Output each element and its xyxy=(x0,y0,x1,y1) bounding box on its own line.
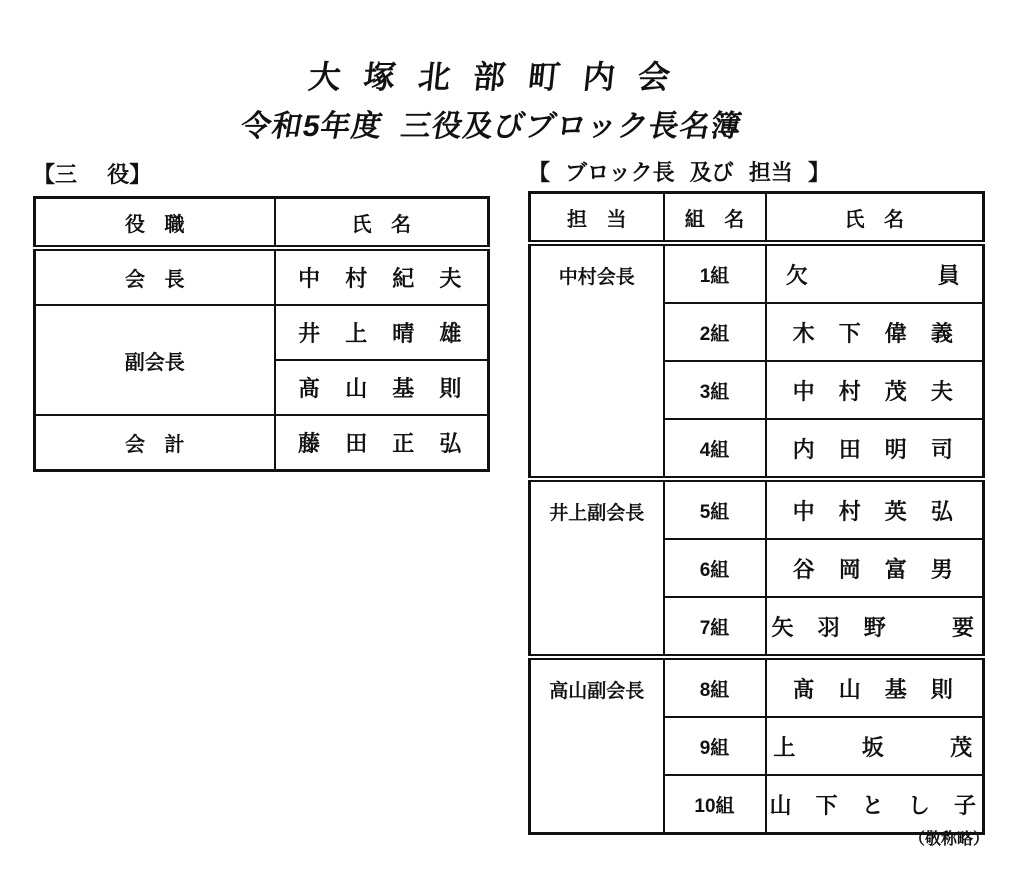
name-cell: 矢 羽 野 要 xyxy=(766,597,984,657)
column-header-name: 氏 名 xyxy=(275,198,489,249)
kumi-cell: 3組 xyxy=(664,361,766,419)
blocks-header-row xyxy=(530,193,984,244)
tantou-cell: 高山副会長 xyxy=(530,657,664,834)
kumi-cell: 9組 xyxy=(664,717,766,775)
page-subtitle: 令和5年度 三役及びブロック長名簿 xyxy=(238,110,745,143)
name-cell: 髙 山 基 則 xyxy=(766,657,984,717)
column-header-kumi: 組 名 xyxy=(664,193,766,244)
sanyaku-header-row xyxy=(35,198,489,249)
name-cell: 山 下 と し 子 xyxy=(766,775,984,834)
table-row xyxy=(530,479,984,539)
kumi-cell: 1組 xyxy=(664,243,766,303)
name-cell: 欠 員 xyxy=(766,243,984,303)
kumi-cell: 8組 xyxy=(664,657,766,717)
kumi-cell: 6組 xyxy=(664,539,766,597)
table-row xyxy=(35,415,489,471)
kumi-cell: 5組 xyxy=(664,479,766,539)
column-header-position: 役 職 xyxy=(35,198,275,249)
name-cell: 藤 田 正 弘 xyxy=(275,415,489,471)
name-cell: 髙 山 基 則 xyxy=(275,360,489,415)
position-cell: 副会長 xyxy=(35,305,275,415)
position-cell: 会 長 xyxy=(35,248,275,305)
table-row xyxy=(35,305,489,360)
sanyaku-table xyxy=(33,196,490,472)
name-cell: 谷 岡 富 男 xyxy=(766,539,984,597)
honorifics-omitted-note: （敬称略） xyxy=(908,831,989,848)
table-row xyxy=(530,243,984,303)
tantou-cell: 中村会長 xyxy=(530,243,664,479)
name-cell: 中 村 紀 夫 xyxy=(275,248,489,305)
name-cell: 木 下 偉 義 xyxy=(766,303,984,361)
kumi-cell: 7組 xyxy=(664,597,766,657)
name-cell: 井 上 晴 雄 xyxy=(275,305,489,360)
kumi-cell: 10組 xyxy=(664,775,766,834)
name-cell: 中 村 英 弘 xyxy=(766,479,984,539)
table-row xyxy=(35,248,489,305)
tantou-cell: 井上副会長 xyxy=(530,479,664,657)
name-cell: 中 村 茂 夫 xyxy=(766,361,984,419)
table-row xyxy=(530,657,984,717)
section-label-sanyaku: 【三 役】 xyxy=(33,162,152,187)
column-header-tantou: 担 当 xyxy=(530,193,664,244)
block-leader-table xyxy=(528,191,985,835)
kumi-cell: 4組 xyxy=(664,419,766,479)
position-cell: 会 計 xyxy=(35,415,275,471)
name-cell: 内 田 明 司 xyxy=(766,419,984,479)
kumi-cell: 2組 xyxy=(664,303,766,361)
page-title: 大 塚 北 部 町 内 会 xyxy=(306,59,673,95)
column-header-name: 氏 名 xyxy=(766,193,984,244)
section-label-blocks: 【 ブロック長 及び 担当 】 xyxy=(528,160,831,185)
name-cell: 上 坂 茂 xyxy=(766,717,984,775)
